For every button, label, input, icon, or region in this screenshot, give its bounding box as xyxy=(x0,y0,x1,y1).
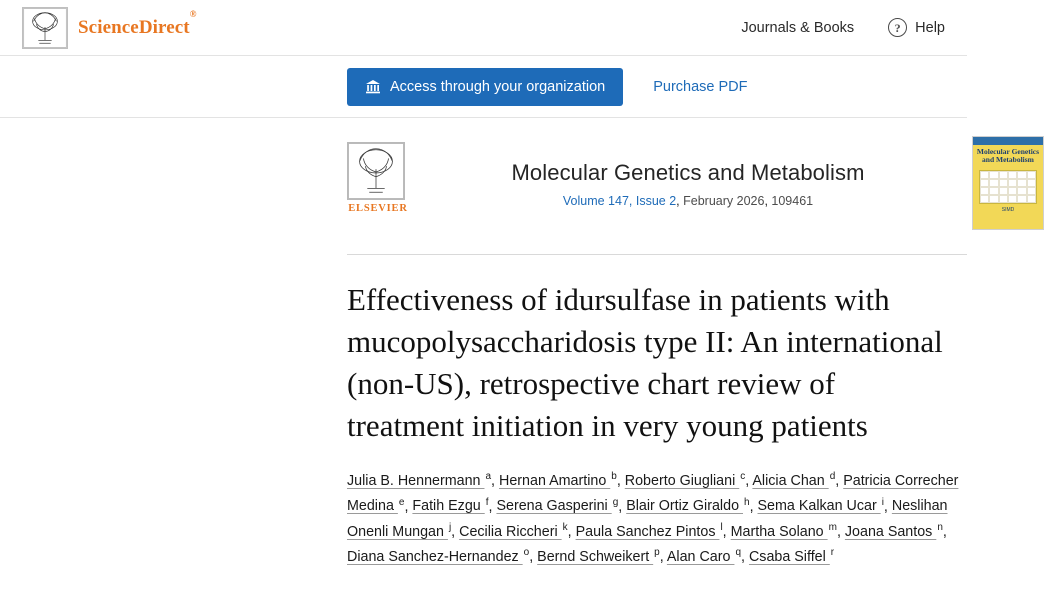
author-affiliation-marker: b xyxy=(611,471,617,483)
author-link[interactable]: Csaba Siffel $^r$ xyxy=(749,549,834,565)
author-link[interactable]: Neslihan Onenli Mungan $^j$ xyxy=(347,498,948,540)
author-separator: , xyxy=(567,523,576,540)
author-separator: , xyxy=(741,549,749,566)
author-link[interactable]: Sema Kalkan Ucar $^i$ xyxy=(758,498,884,514)
access-button-label: Access through your organization xyxy=(390,78,606,95)
author-link[interactable]: Alan Caro $^q$ xyxy=(667,549,741,565)
nav-journals-and-books[interactable]: Journals & Books xyxy=(741,19,855,36)
author-separator: , xyxy=(451,523,460,540)
author-separator: , xyxy=(616,473,625,490)
author-link[interactable]: Roberto Giugliani $^c$ xyxy=(625,473,745,489)
institution-bank-icon xyxy=(365,79,381,94)
cover-top-band xyxy=(973,137,1043,145)
author-affiliation-marker: f xyxy=(485,496,489,508)
author-affiliation-marker: i xyxy=(881,496,884,508)
author-affiliation-marker: l xyxy=(720,522,723,534)
top-nav-links xyxy=(741,18,945,37)
cover-grid-graphic xyxy=(979,170,1037,204)
author-link[interactable]: Hernan Amartino $^b$ xyxy=(499,473,617,489)
author-separator: , xyxy=(618,498,627,515)
elsevier-wordmark: ELSEVIER xyxy=(348,203,408,214)
cover-journal-title: Molecular Genetics and Metabolism xyxy=(976,147,1040,165)
access-through-organization-button[interactable] xyxy=(347,68,623,106)
author-link[interactable]: Fatih Ezgu $^f$ xyxy=(412,498,488,514)
author-affiliation-marker: n xyxy=(937,522,943,534)
author-affiliation-marker: c xyxy=(740,471,746,483)
nav-help[interactable] xyxy=(888,18,945,37)
author-affiliation-marker: k xyxy=(562,522,568,534)
journal-date: February 2026 xyxy=(683,194,765,208)
header-divider xyxy=(347,254,967,255)
brand-name-text: ScienceDirect® xyxy=(78,9,197,38)
author-separator: , xyxy=(836,523,845,540)
author-link[interactable]: Bernd Schweikert $^p$ xyxy=(537,549,660,565)
author-affiliation-marker: d xyxy=(829,471,836,483)
top-navigation-bar xyxy=(0,0,967,56)
author-separator: , xyxy=(491,473,499,490)
elsevier-tree-logo-icon xyxy=(22,7,68,49)
author-affiliation-marker: e xyxy=(398,496,405,508)
author-affiliation-marker: o xyxy=(523,547,530,559)
author-separator: , xyxy=(835,473,844,490)
author-link[interactable]: Paula Sanchez Pintos $^l$ xyxy=(576,524,723,540)
purchase-pdf-link[interactable]: Purchase PDF xyxy=(653,78,748,95)
author-link[interactable]: Alicia Chan $^d$ xyxy=(752,473,835,489)
cover-society-badge: SIMD xyxy=(1001,206,1015,213)
author-separator: , xyxy=(404,498,413,515)
journal-article-number: 109461 xyxy=(771,194,814,208)
elsevier-publisher-logo[interactable] xyxy=(347,142,409,214)
author-separator: , xyxy=(745,473,753,490)
author-separator: , xyxy=(749,498,758,515)
author-link[interactable]: Joana Santos $^n$ xyxy=(845,524,943,540)
author-link[interactable]: Julia B. Hennermann $^a$ xyxy=(347,473,491,489)
article-header xyxy=(0,118,1040,232)
author-separator: , xyxy=(942,523,947,540)
author-separator: , xyxy=(488,498,497,515)
sciencedirect-brand-home-link[interactable] xyxy=(22,7,197,49)
journal-masthead xyxy=(347,136,1040,232)
author-affiliation-marker: r xyxy=(830,547,835,559)
journal-issue-line: Volume 147, Issue 2, February 2026, 109461 xyxy=(562,194,814,208)
author-affiliation-marker: g xyxy=(612,496,619,508)
author-link[interactable]: Serena Gasperini $^g$ xyxy=(496,498,618,514)
page-title: Effectiveness of idursulfase in patients with mucopolysaccharidosis type II: An international (non-US), retrospective chart review of treatment initiation in very young patients xyxy=(347,282,943,443)
author-separator: , xyxy=(722,523,731,540)
journal-title[interactable]: Molecular Genetics and Metabolism xyxy=(511,160,865,185)
author-separator: , xyxy=(529,549,538,566)
author-affiliation-marker: p xyxy=(654,547,660,559)
journal-cover-thumbnail[interactable] xyxy=(972,136,1044,230)
author-affiliation-marker: j xyxy=(448,522,452,534)
article-title-block xyxy=(0,279,967,446)
author-link[interactable]: Blair Ortiz Giraldo $^h$ xyxy=(626,498,749,514)
journal-title-block xyxy=(409,142,967,208)
author-link[interactable]: Martha Solano $^m$ xyxy=(731,524,837,540)
author-affiliation-marker: q xyxy=(735,547,742,559)
article-access-bar xyxy=(0,56,967,118)
author-affiliation-marker: a xyxy=(485,471,492,483)
author-separator: , xyxy=(659,549,667,566)
author-affiliation-marker: h xyxy=(744,496,750,508)
elsevier-tree-icon xyxy=(347,142,405,200)
author-link[interactable]: Patricia Correcher Medina $^e$ xyxy=(347,473,959,515)
author-link[interactable]: Cecilia Riccheri $^k$ xyxy=(459,524,568,540)
question-mark-circle-icon: ? xyxy=(888,18,907,37)
author-separator: , xyxy=(883,498,892,515)
nav-help-label: Help xyxy=(915,19,945,36)
journal-volume-issue-link[interactable]: Volume 147, Issue 2 xyxy=(562,194,677,208)
author-affiliation-marker: m xyxy=(828,522,837,534)
author-list xyxy=(347,468,967,569)
author-link[interactable]: Diana Sanchez-Hernandez $^o$ xyxy=(347,549,529,565)
